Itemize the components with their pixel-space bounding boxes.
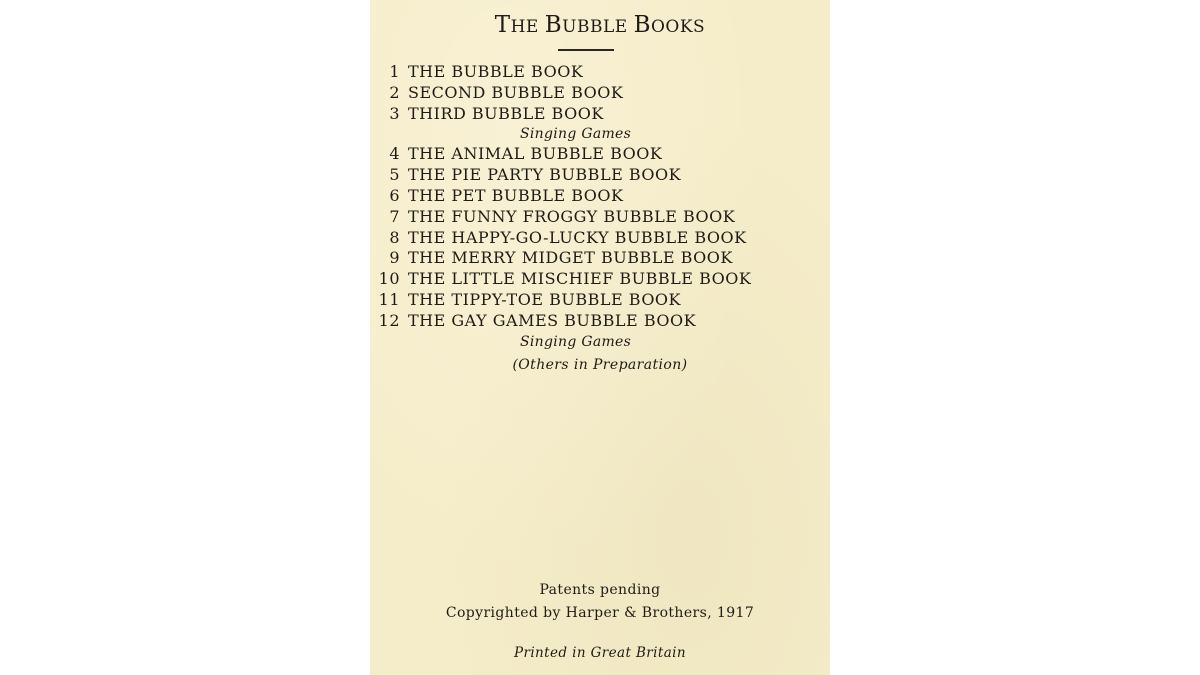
- book-number: 6: [389, 185, 400, 205]
- book-title: THE HAPPY-GO-LUCKY BUBBLE BOOK: [408, 227, 747, 247]
- book-title: THE GAY GAMES BUBBLE BOOK: [408, 310, 697, 330]
- book-title: THE MERRY MIDGET BUBBLE BOOK: [408, 248, 733, 268]
- patents-note: Patents pending: [539, 582, 661, 598]
- book-number: 4: [389, 144, 400, 164]
- book-page: [370, 0, 830, 675]
- list-item: [370, 62, 830, 83]
- list-item: [370, 186, 830, 207]
- book-list: [370, 62, 830, 352]
- book-number: 1: [389, 62, 400, 81]
- title-letter-b2: B: [633, 12, 651, 38]
- book-title: THE TIPPY-TOE BUBBLE BOOK: [408, 289, 681, 309]
- book-subtitle: Singing Games: [520, 333, 632, 350]
- title-letters-ooks: OOKS: [650, 17, 706, 37]
- title-letters-he: HE: [510, 17, 545, 37]
- book-title: THIRD BUBBLE BOOK: [408, 103, 604, 123]
- book-number: 12: [378, 310, 400, 330]
- book-title: THE PET BUBBLE BOOK: [408, 185, 624, 205]
- book-number: 7: [389, 206, 400, 226]
- book-number: 11: [378, 289, 400, 309]
- title-letter-b1: B: [544, 12, 563, 38]
- list-item: [370, 228, 830, 249]
- book-number: 3: [389, 103, 400, 123]
- title-letter-t: T: [494, 12, 511, 38]
- page-title: [370, 12, 830, 38]
- list-item: [370, 83, 830, 104]
- book-title: SECOND BUBBLE BOOK: [408, 82, 624, 102]
- list-item: [370, 207, 830, 228]
- book-title: THE FUNNY FROGGY BUBBLE BOOK: [408, 206, 736, 226]
- list-item: [370, 269, 830, 290]
- book-number: 2: [389, 82, 400, 102]
- title-divider: [558, 49, 614, 51]
- printed-note: Printed in Great Britain: [514, 645, 686, 661]
- list-item: [370, 248, 830, 269]
- list-item: [370, 104, 830, 125]
- list-item: [370, 144, 830, 165]
- book-title: THE LITTLE MISCHIEF BUBBLE BOOK: [408, 269, 752, 289]
- copyright-note: Copyrighted by Harper & Brothers, 1917: [445, 605, 755, 621]
- others-note: (Others in Preparation): [512, 357, 688, 373]
- book-subtitle: Singing Games: [520, 126, 632, 143]
- book-number: 5: [389, 165, 400, 185]
- book-title: THE ANIMAL BUBBLE BOOK: [408, 144, 663, 164]
- book-title: THE PIE PARTY BUBBLE BOOK: [408, 165, 682, 185]
- book-title: THE BUBBLE BOOK: [408, 62, 584, 81]
- title-letters-ubble: UBBLE: [562, 17, 634, 37]
- book-number: 9: [389, 248, 400, 268]
- list-item: [370, 165, 830, 186]
- book-number: 10: [378, 269, 400, 289]
- list-item: [370, 311, 830, 332]
- list-item: [370, 290, 830, 311]
- book-number: 8: [389, 227, 400, 247]
